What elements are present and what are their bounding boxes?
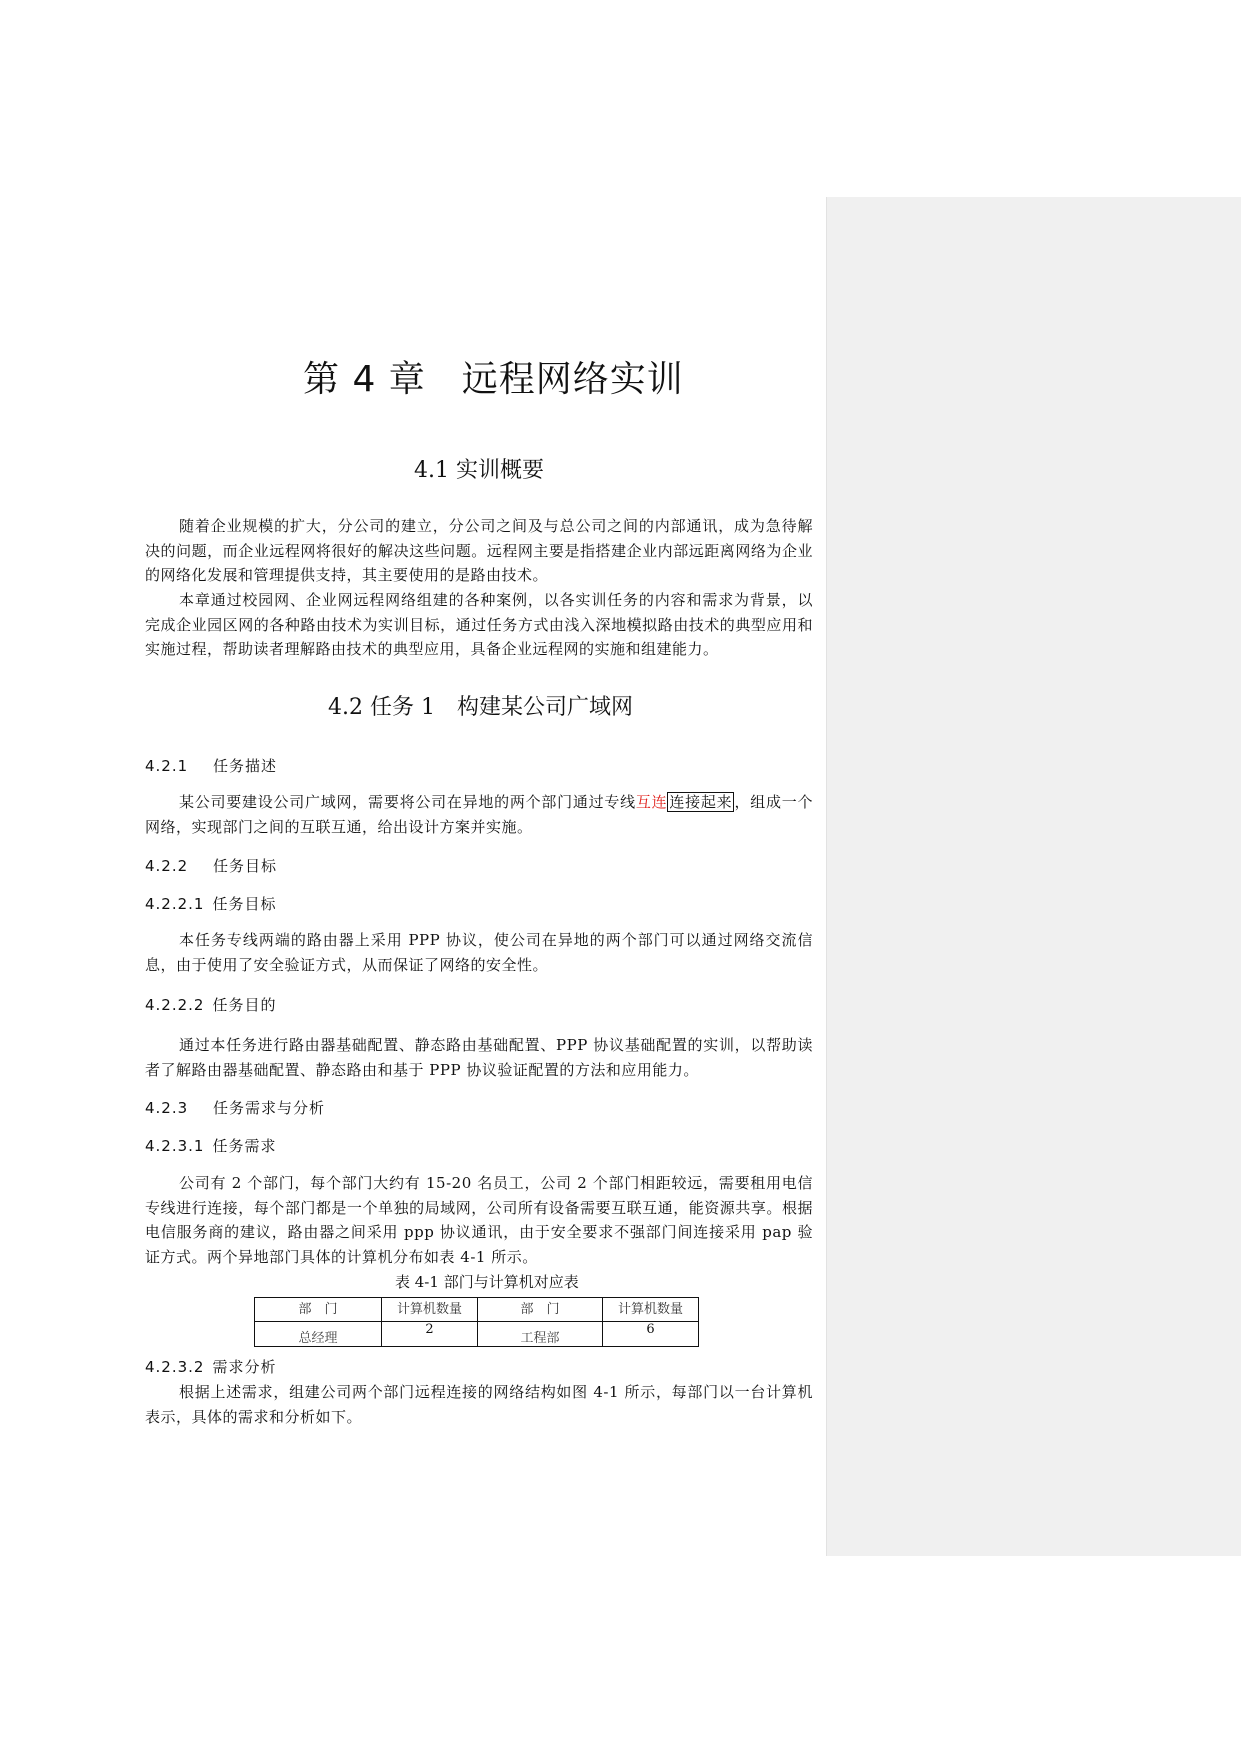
chapter-name: 远程网络实训	[461, 359, 684, 400]
analysis-paragraph: 根据上述需求，组建公司两个部门远程连接的网络结构如图 4-1 所示，每部门以一台计算机表示，具体的需求和分析如下。	[145, 1383, 813, 1426]
heading-label: 任务需求与分析	[213, 1099, 326, 1117]
description-text: 某公司要建设公司广域网，需要将公司在异地的两个部门通过专线	[179, 793, 636, 811]
table-caption: 表 4-1 部门与计算机对应表	[395, 1273, 579, 1291]
intro-paragraph-1: 随着企业规模的扩大，分公司的建立，分公司之间及与总公司之间的内部通讯，成为急待解决的问题，而企业远程网将很好的解决这些问题。远程网主要是指搭建企业内部远距离网络为企业的网络化发展和管理提供支持，其主要使用的是路由技术。	[145, 517, 813, 584]
heading-number: 4.2.3.2	[145, 1358, 205, 1376]
section-title-4-1: 4.1 实训概要	[414, 458, 544, 483]
requirement-paragraph: 公司有 2 个部门，每个部门大约有 15-20 名员工，公司 2 个部门相距较远，需要租用电信专线进行连接，每个部门都是一个单独的局域网，公司所有设备需要互联互通，能资源共享。根据电信服务商的建议，路由器之间采用 ppp 协议通讯，由于安全要求不强部门间连接采用 pap 验证方式。两个异地部门具体的计算机分布如表 4-1 所示。	[145, 1174, 813, 1266]
table-header-cell: 部 门	[255, 1298, 382, 1322]
comment-pane	[826, 197, 1241, 1556]
section-title-4-2: 4.2 任务 1 构建某公司广域网	[328, 695, 633, 720]
table-header-cell: 部 门	[478, 1298, 603, 1322]
table-cell: 工程部	[478, 1322, 603, 1347]
heading-label: 任务描述	[213, 757, 278, 775]
heading-number: 4.2.3	[145, 1099, 189, 1117]
heading-label: 需求分析	[212, 1358, 277, 1376]
heading-number: 4.2.3.1	[145, 1137, 205, 1155]
heading-4-2-1	[145, 759, 277, 774]
heading-number: 4.2.2	[145, 857, 189, 875]
heading-label: 任务需求	[212, 1137, 277, 1155]
table-header-cell: 计算机数量	[603, 1298, 699, 1322]
heading-label: 任务目的	[212, 996, 277, 1014]
purpose-paragraph: 通过本任务进行路由器基础配置、静态路由基础配置、PPP 协议基础配置的实训，以帮助读者了解路由器基础配置、静态路由和基于 PPP 协议验证配置的方法和应用能力。	[145, 1036, 813, 1079]
table-cell: 2	[382, 1322, 478, 1347]
heading-label: 任务目标	[212, 895, 277, 913]
heading-4-2-2-2	[145, 998, 277, 1013]
department-table	[254, 1297, 699, 1347]
table-cell: 总经理	[255, 1322, 382, 1347]
heading-4-2-3-2	[145, 1360, 277, 1375]
heading-4-2-2-1	[145, 897, 277, 912]
heading-number: 4.2.2.2	[145, 996, 205, 1014]
description-paragraph	[145, 790, 813, 839]
table-header-cell: 计算机数量	[382, 1298, 478, 1322]
heading-label: 任务目标	[213, 857, 278, 875]
description-text-end: ，组成一个网络，实现部门之间的互联互通，给出设计方案并实施。	[145, 793, 813, 836]
intro-paragraph-2: 本章通过校园网、企业网远程网络组建的各种案例，以各实训任务的内容和需求为背景，以完成企业园区网的各种路由技术为实训目标，通过任务方式由浅入深地模拟路由技术的典型应用和实施过程，帮助读者理解路由技术的典型应用，具备企业远程网的实施和组建能力。	[145, 591, 813, 658]
heading-4-2-2	[145, 859, 277, 874]
table-header-row	[255, 1298, 699, 1322]
chapter-number: 第 4 章	[303, 359, 426, 400]
heading-4-2-3	[145, 1101, 325, 1116]
table-row	[255, 1322, 699, 1347]
heading-number: 4.2.2.1	[145, 895, 205, 913]
tracked-deletion[interactable]: 连接起来	[669, 793, 733, 811]
heading-4-2-3-1	[145, 1139, 277, 1154]
heading-number: 4.2.1	[145, 757, 189, 775]
chapter-title	[303, 359, 684, 400]
tracked-insertion[interactable]: 互连	[635, 793, 668, 811]
table-cell: 6	[603, 1322, 699, 1347]
goal-paragraph: 本任务专线两端的路由器上采用 PPP 协议，使公司在异地的两个部门可以通过网络交流信息，由于使用了安全验证方式，从而保证了网络的安全性。	[145, 931, 813, 974]
